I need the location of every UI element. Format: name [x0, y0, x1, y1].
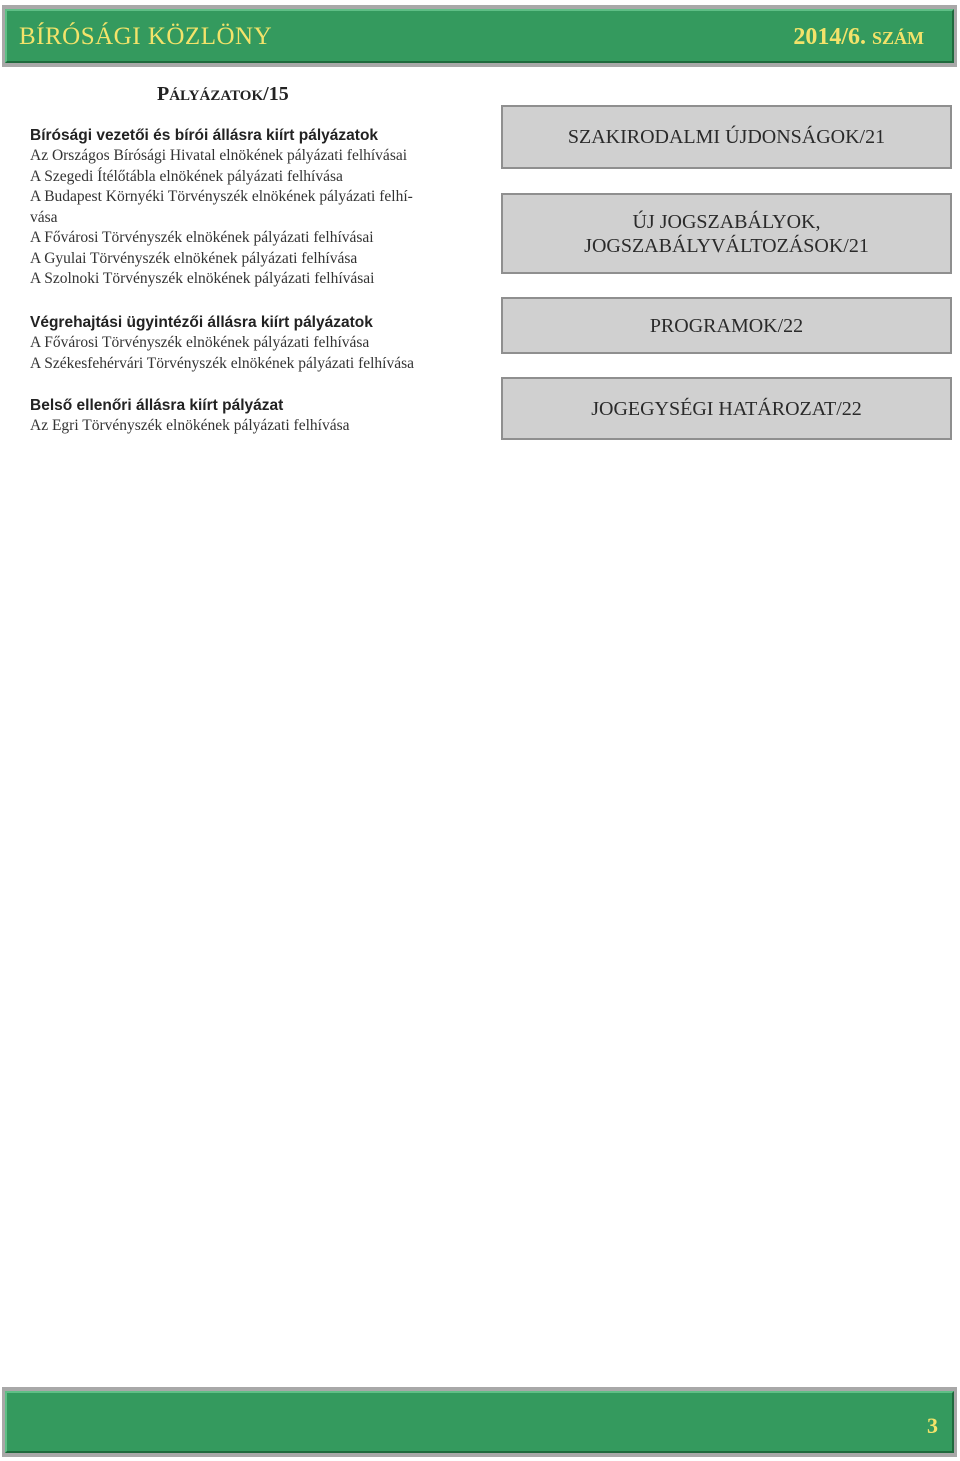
footer-band	[2, 1387, 957, 1457]
list-item[interactable]: A Gyulai Törvényszék elnökének pályázati felhívása	[30, 249, 358, 267]
list-item[interactable]: A Fővárosi Törvényszék elnökének pályázati felhívásai	[30, 229, 374, 246]
box-label: JOGEGYSÉGI HATÁROZAT/22	[591, 397, 862, 420]
list-item[interactable]: A Szolnoki Törvényszék elnökének pályázati felhívásai	[30, 270, 375, 287]
group-judicial-positions	[30, 126, 470, 290]
section-title-page: /15	[263, 83, 289, 105]
box-label: SZAKIRODALMI ÚJDONSÁGOK/21	[567, 126, 886, 148]
box-label-line1: ÚJ JOGSZABÁLYOK,	[632, 210, 821, 233]
list-item[interactable]: A Szegedi Ítélőtábla elnökének pályázati felhívása	[30, 167, 343, 185]
list-item[interactable]: A Fővárosi Törvényszék elnökének pályázati felhívása	[30, 334, 370, 351]
section-title-rest: ÁLYÁZATOK	[169, 88, 264, 104]
issue-number: 2014/6.	[793, 24, 866, 50]
list-item[interactable]: vása	[30, 208, 58, 226]
list-item[interactable]: Az Országos Bírósági Hivatal elnökének pályázati felhívásai	[30, 147, 408, 164]
list-item[interactable]: A Budapest Környéki Törvényszék elnökének pályázati felhí-	[30, 188, 413, 205]
section-title-initial: P	[157, 83, 170, 105]
box-literature-news[interactable]	[501, 105, 952, 169]
box-label-line2: JOGSZABÁLYVÁLTOZÁSOK/21	[584, 234, 869, 257]
header-green-panel	[5, 9, 954, 63]
issue-word: SZÁM	[871, 28, 924, 48]
group-heading[interactable]: Belső ellenőri állásra kiírt pályázat	[30, 397, 284, 414]
group-heading[interactable]: Bírósági vezetői és bírói állásra kiírt pályázatok	[30, 127, 379, 144]
issue-label	[793, 24, 924, 51]
publication-title: BÍRÓSÁGI KÖZLÖNY	[19, 23, 273, 50]
list-item[interactable]: A Székesfehérvári Törvényszék elnökének pályázati felhívása	[30, 354, 415, 372]
footer-green-panel	[5, 1391, 954, 1453]
group-enforcement-positions	[30, 313, 470, 374]
group-internal-auditor	[30, 396, 470, 437]
box-uniformity-decision[interactable]	[501, 377, 952, 440]
list-item[interactable]: Az Egri Törvényszék elnökének pályázati felhívása	[30, 417, 350, 434]
box-programs[interactable]	[501, 297, 952, 354]
page-number: 3	[927, 1413, 938, 1438]
header-band	[2, 5, 957, 67]
section-title	[157, 83, 289, 106]
box-label: PROGRAMOK/22	[649, 314, 804, 337]
group-heading[interactable]: Végrehajtási ügyintézői állásra kiírt pályázatok	[30, 314, 373, 331]
box-new-legislation[interactable]	[501, 193, 952, 274]
